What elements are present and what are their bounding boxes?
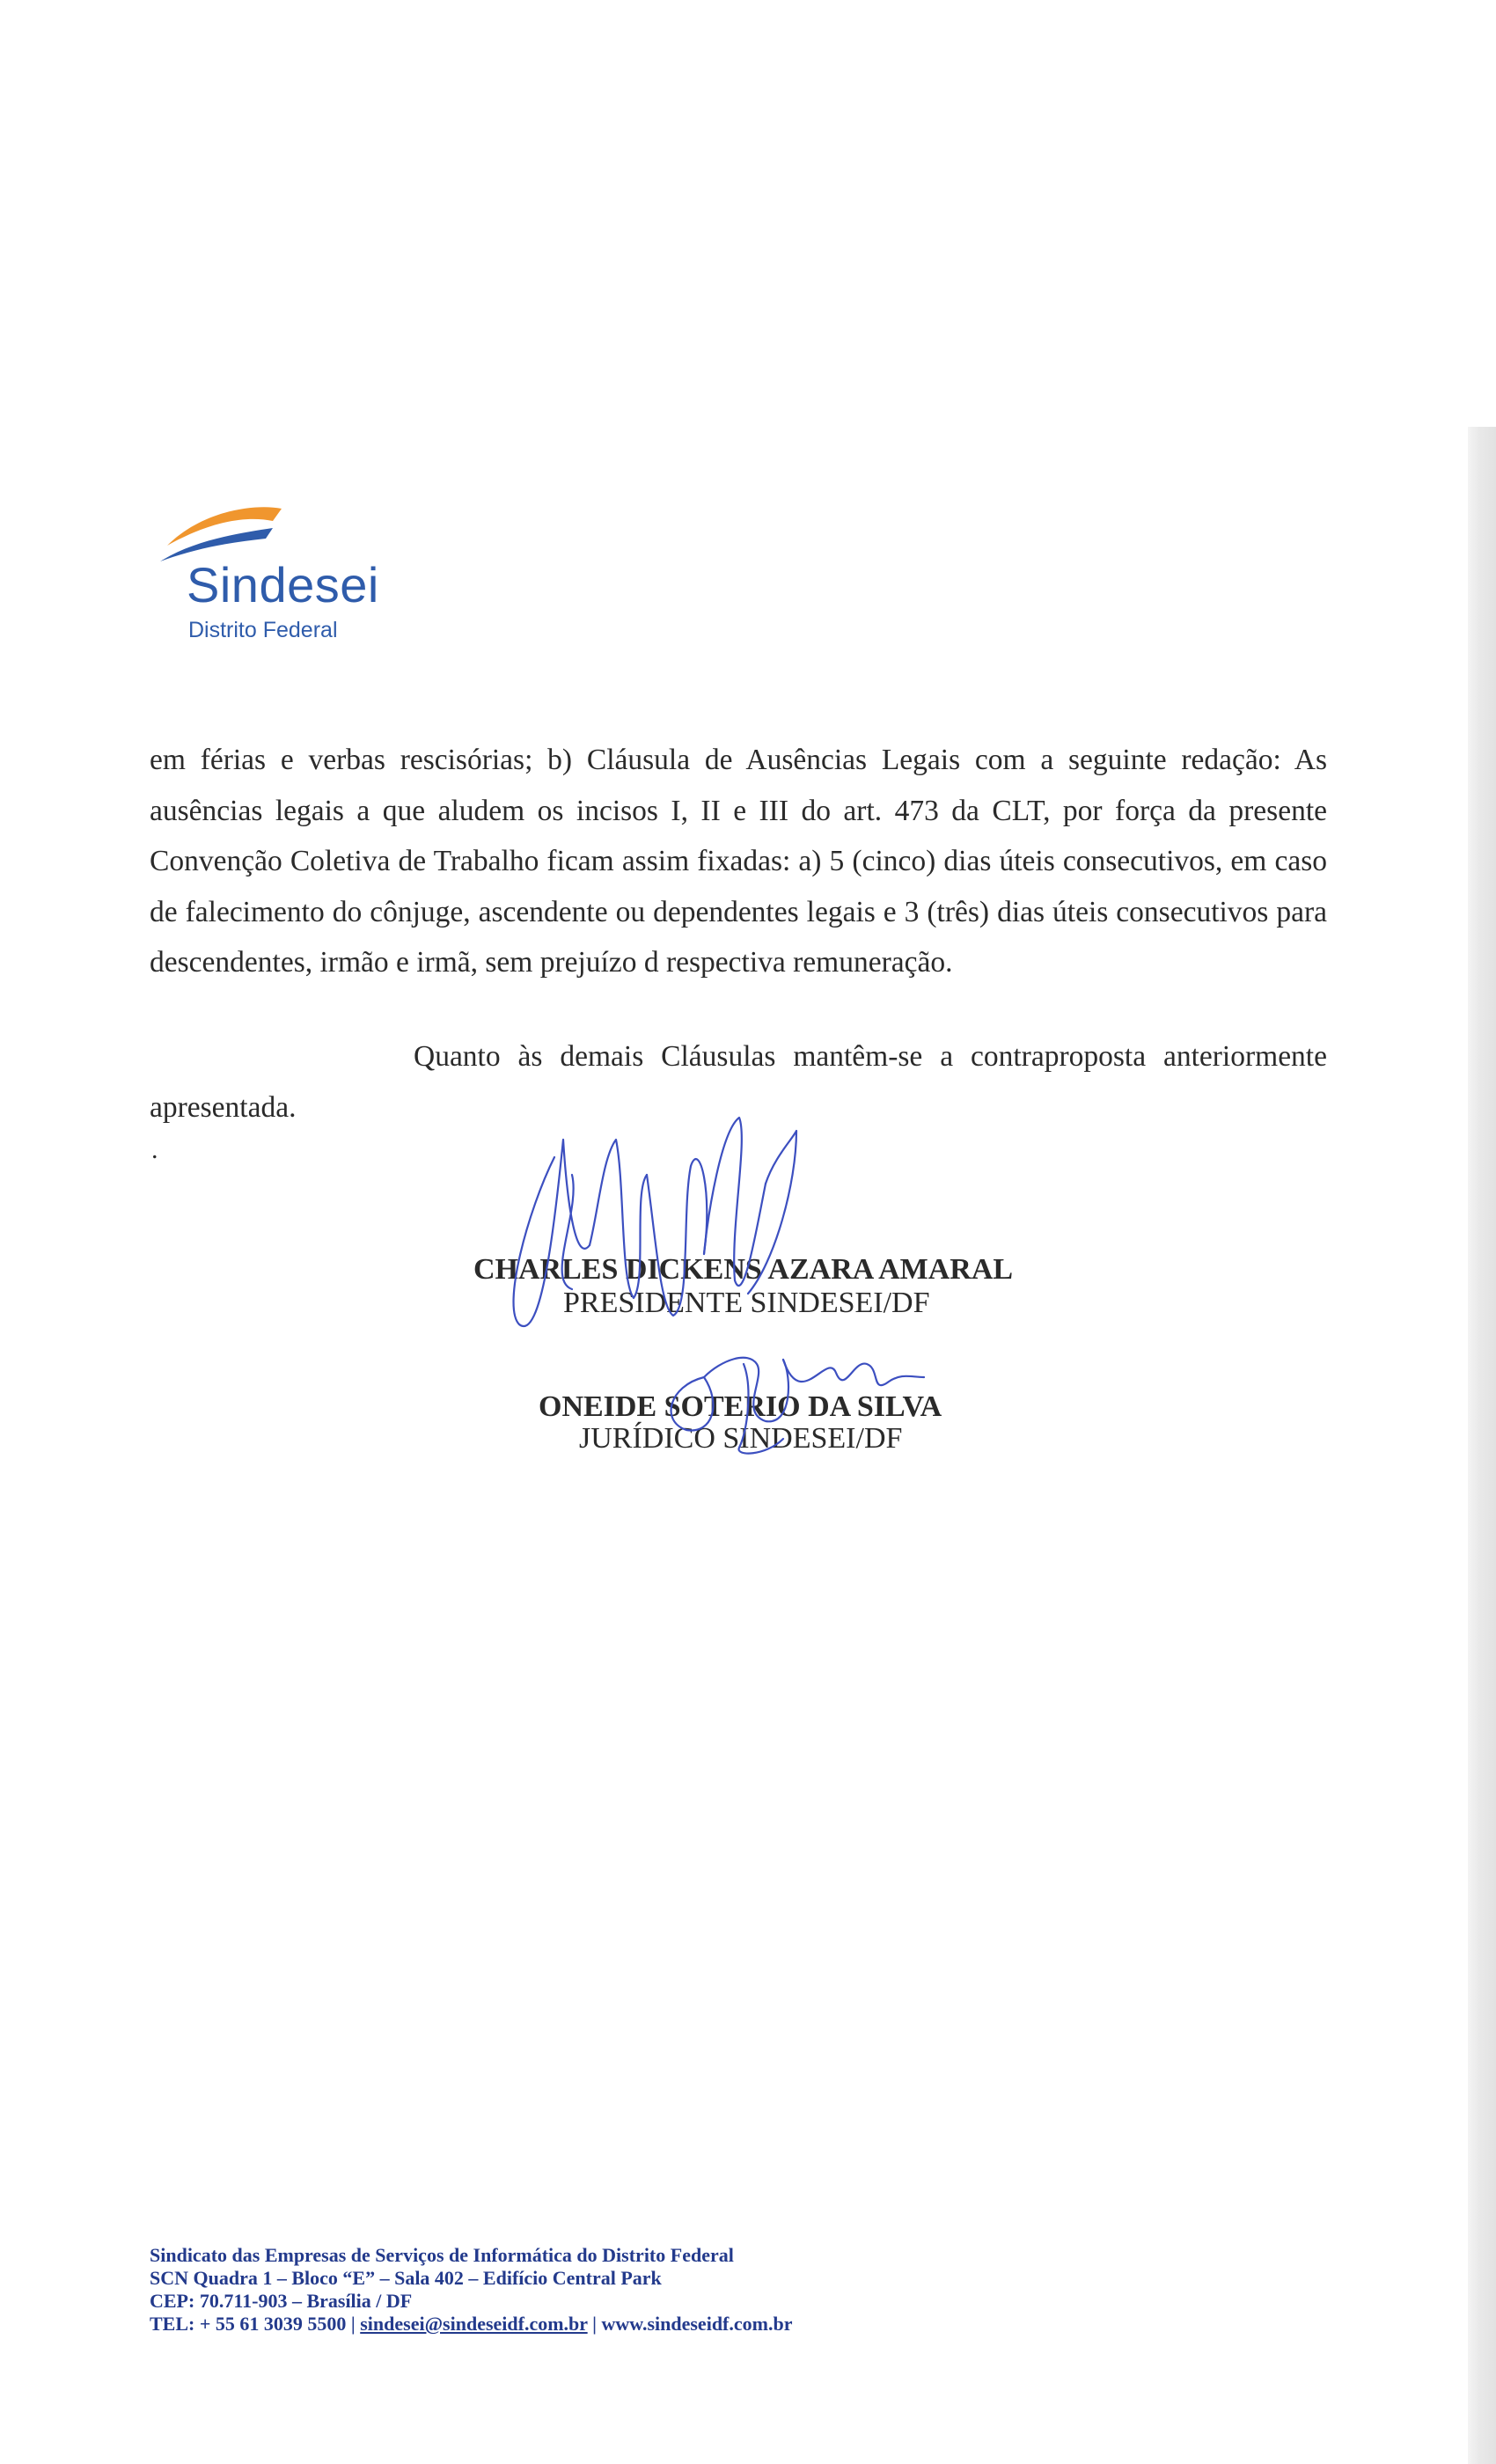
footer-contact-line: [150, 2313, 792, 2336]
footer-email-link[interactable]: sindesei@sindeseidf.com.br: [360, 2313, 588, 2335]
signatory-2-name: ONEIDE SOTERIO DA SILVA: [539, 1390, 942, 1423]
footer-postal-code: CEP: 70.711-903 – Brasília / DF: [150, 2290, 413, 2312]
body-paragraph-2-line-1: Quanto às demais Cláusulas mantêm-se a contraproposta anteriormente: [414, 1040, 1327, 1073]
footer-phone: TEL: + 55 61 3039 5500 |: [150, 2313, 356, 2335]
body-paragraph-1: em férias e verbas rescisórias; b) Cláusula de Ausências Legais com a seguinte redação: As ausências legais a que aludem os incisos I, II e III do art. 473 da CLT, por força da presente Convenção Coletiva de Trabalho ficam assim fixadas: a) 5 (cinco) dias úteis consecutivos, em caso de falecimento do cônjuge, ascendente ou dependentes legais e 3 (três) dias úteis consecutivos para descendentes, irmão e irmã, sem prejuízo d respectiva remuneração.: [150, 744, 1327, 979]
footer-separator: |: [592, 2313, 598, 2335]
scan-edge-shadow: [1468, 427, 1496, 2464]
sindesei-logo: [150, 502, 396, 651]
stray-mark: .: [151, 1135, 158, 1164]
signatory-1-name: CHARLES DICKENS AZARA AMARAL: [473, 1253, 1014, 1286]
logo-name: Sindesei: [187, 557, 379, 612]
body-paragraph-2-line-2: apresentada.: [150, 1091, 297, 1124]
footer-website[interactable]: www.sindeseidf.com.br: [601, 2313, 793, 2335]
footer-org-name: Sindicato das Empresas de Serviços de Informática do Distrito Federal: [150, 2244, 734, 2266]
footer-address-block: [150, 2244, 792, 2336]
footer-street-address: SCN Quadra 1 – Bloco “E” – Sala 402 – Edifício Central Park: [150, 2267, 662, 2289]
signatory-1-role: PRESIDENTE SINDESEI/DF: [563, 1287, 930, 1319]
logo-subtitle: Distrito Federal: [188, 618, 338, 642]
signatory-2-role: JURÍDICO SINDESEI/DF: [579, 1422, 903, 1455]
